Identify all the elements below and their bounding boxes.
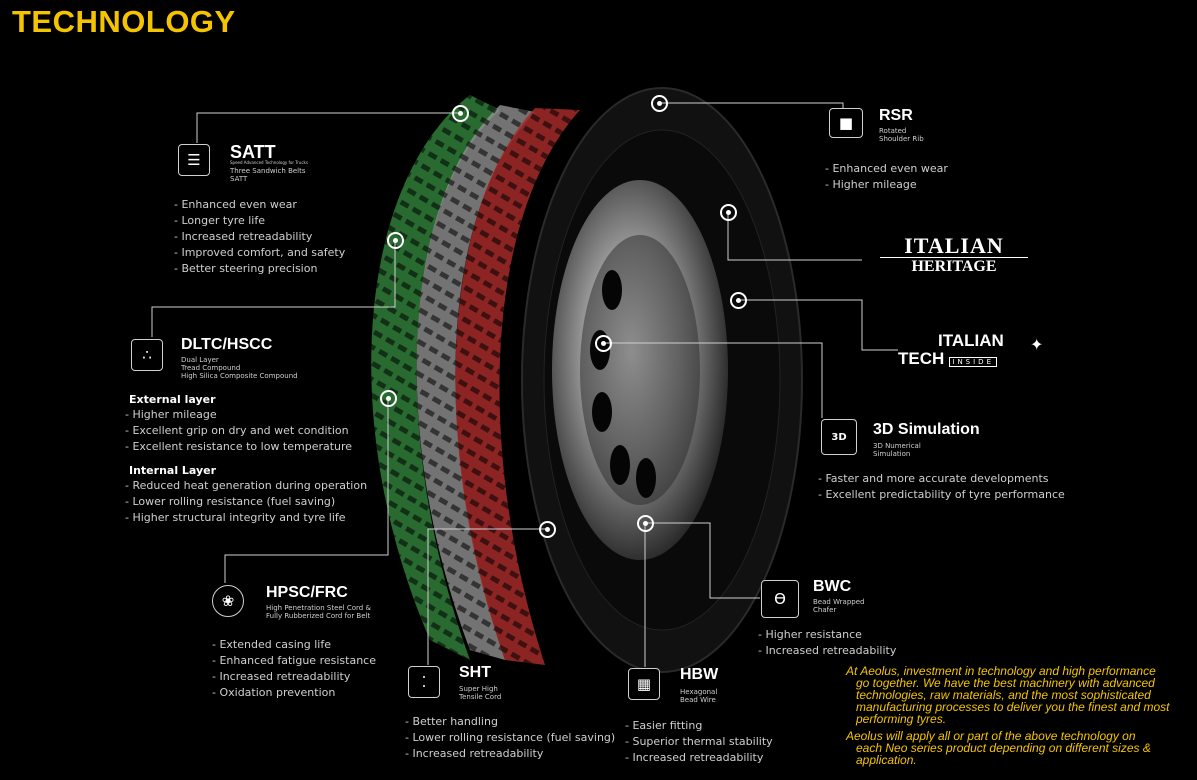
rsr-icon: ■ <box>829 108 863 138</box>
list-item: - Excellent predictability of tyre performance <box>818 487 1065 503</box>
dltc-heading: DLTC/HSCC <box>181 336 273 353</box>
dltc-icon: ∴ <box>131 339 163 371</box>
sim3d-icon: 3D <box>821 419 857 455</box>
rsr-subtitle-1: Rotated <box>879 127 907 135</box>
sht-subtitle-2: Tensile Cord <box>459 693 502 701</box>
rsr-points <box>825 161 948 193</box>
bwc-subtitle-1: Bead Wrapped <box>813 598 865 606</box>
dltc-subtitle-3: High Silica Composite Compound <box>181 372 298 380</box>
list-item: - Increased retreadability <box>174 229 345 245</box>
satt-heading: SATT <box>230 142 276 162</box>
list-item: - Increased retreadability <box>758 643 896 659</box>
satt-subtitle-small: Speed Advanced Technology for Trucks <box>230 160 308 165</box>
italy-map-icon: ✦ <box>1030 335 1044 354</box>
dltc-subtitle-2: Tread Compound <box>181 364 241 372</box>
list-item: - Better steering precision <box>174 261 345 277</box>
list-item: - Higher resistance <box>758 627 896 643</box>
tech-line2: TECH <box>898 349 945 368</box>
statement-line: go together. We have the best machinery with advanced <box>856 676 1155 690</box>
list-item: - Superior thermal stability <box>625 734 773 750</box>
statement-line: application. <box>856 753 917 767</box>
tech-line1: ITALIAN <box>938 331 1004 350</box>
satt-subtitle-2: SATT <box>230 175 248 183</box>
statement-line: technologies, raw materials, and the most sophisticated <box>856 688 1151 702</box>
hotspot-hbw[interactable] <box>637 515 654 532</box>
statement-line: Aeolus will apply all or part of the above technology on <box>846 729 1136 743</box>
hpsc-subtitle-1: High Penetration Steel Cord & <box>266 604 371 612</box>
sht-icon: ⁚ <box>408 666 440 698</box>
internal-layer-label: Internal Layer <box>129 464 217 477</box>
rsr-heading: RSR <box>879 107 913 124</box>
hpsc-icon: ❀ <box>212 585 244 617</box>
list-item: - Excellent resistance to low temperature <box>125 439 352 455</box>
list-item: - Improved comfort, and safety <box>174 245 345 261</box>
list-item: - Extended casing life <box>212 637 376 653</box>
hbw-points <box>625 718 773 766</box>
sim3d-subtitle-1: 3D Numerical <box>873 442 921 450</box>
list-item: - Better handling <box>405 714 615 730</box>
hbw-subtitle-1: Hexagonal <box>680 688 718 696</box>
satt-points <box>174 197 345 277</box>
sim3d-subtitle-2: Simulation <box>873 450 911 458</box>
bwc-icon: ϴ <box>761 580 799 618</box>
dltc-internal-points <box>125 478 367 526</box>
sim3d-points <box>818 471 1065 503</box>
list-item: - Faster and more accurate developments <box>818 471 1065 487</box>
hotspot-dltc[interactable] <box>387 232 404 249</box>
sht-heading: SHT <box>459 664 491 681</box>
statement-paragraph-1 <box>846 665 1194 725</box>
rsr-subtitle-2: Shoulder Rib <box>879 135 924 143</box>
statement-line: At Aeolus, investment in technology and high performance <box>846 664 1156 678</box>
list-item: - Higher mileage <box>125 407 352 423</box>
list-item: - Lower rolling resistance (fuel saving) <box>405 730 615 746</box>
list-item: - Enhanced even wear <box>174 197 345 213</box>
hbw-heading: HBW <box>680 666 719 683</box>
list-item: - Reduced heat generation during operation <box>125 478 367 494</box>
statement-line: manufacturing processes to deliver you the finest and most <box>856 700 1170 714</box>
hotspot-tech[interactable] <box>730 292 747 309</box>
hotspot-heritage[interactable] <box>720 204 737 221</box>
hotspot-satt[interactable] <box>452 105 469 122</box>
dltc-subtitle-1: Dual Layer <box>181 356 219 364</box>
sht-points <box>405 714 615 762</box>
hotspot-rsr[interactable] <box>651 95 668 112</box>
sht-subtitle-1: Super High <box>459 685 498 693</box>
external-layer-label: External layer <box>129 393 216 406</box>
bwc-heading: BWC <box>813 578 852 595</box>
heritage-line2: HERITAGE <box>880 257 1028 276</box>
tech-line3: INSIDE <box>949 357 997 367</box>
list-item: - Increased retreadability <box>212 669 376 685</box>
list-item: - Higher structural integrity and tyre life <box>125 510 367 526</box>
hpsc-heading: HPSC/FRC <box>266 584 348 601</box>
sim3d-heading: 3D Simulation <box>873 421 980 438</box>
hbw-icon: ▦ <box>628 668 660 700</box>
hpsc-points <box>212 637 376 701</box>
list-item: - Excellent grip on dry and wet condition <box>125 423 352 439</box>
statement-paragraph-2 <box>846 730 1194 766</box>
hpsc-subtitle-2: Fully Rubberized Cord for Belt <box>266 612 371 620</box>
list-item: - Enhanced fatigue resistance <box>212 653 376 669</box>
satt-subtitle-1: Three Sandwich Belts <box>230 167 306 175</box>
bwc-subtitle-2: Chafer <box>813 606 837 614</box>
list-item: - Longer tyre life <box>174 213 345 229</box>
italian-heritage-logo <box>880 235 1028 285</box>
list-item: - Lower rolling resistance (fuel saving) <box>125 494 367 510</box>
dltc-external-points <box>125 407 352 455</box>
statement-line: performing tyres. <box>856 712 947 726</box>
heritage-line1: ITALIAN <box>904 233 1004 258</box>
list-item: - Easier fitting <box>625 718 773 734</box>
hotspot-hpsc[interactable] <box>380 390 397 407</box>
page-title: TECHNOLOGY <box>12 4 236 39</box>
satt-icon: ☰ <box>178 144 210 176</box>
list-item: - Oxidation prevention <box>212 685 376 701</box>
list-item: - Enhanced even wear <box>825 161 948 177</box>
list-item: - Higher mileage <box>825 177 948 193</box>
statement-line: each Neo series product depending on different sizes & <box>856 741 1151 755</box>
list-item: - Increased retreadability <box>405 746 615 762</box>
list-item: - Increased retreadability <box>625 750 773 766</box>
hbw-subtitle-2: Bead Wire <box>680 696 716 704</box>
hotspot-sht[interactable] <box>539 521 556 538</box>
hotspot-3d[interactable] <box>595 335 612 352</box>
bwc-points <box>758 627 896 659</box>
italian-tech-logo <box>898 333 1004 368</box>
